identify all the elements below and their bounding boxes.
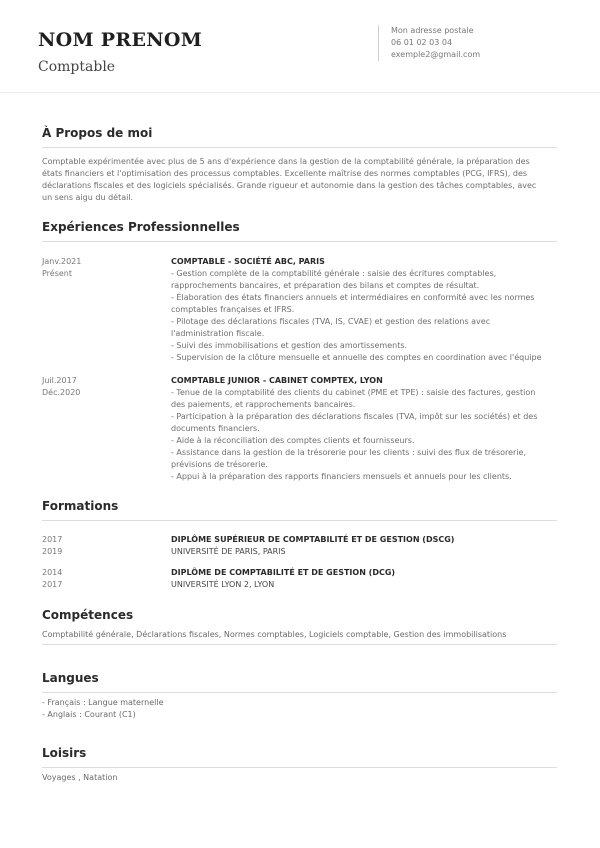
start-date: Janv.2021: [42, 257, 82, 266]
education-section: [42, 498, 557, 591]
experience-line: prévisions de trésorerie.: [171, 460, 268, 469]
experience-entry: [42, 256, 557, 364]
section-divider: [42, 767, 557, 768]
postal-address: Mon adresse postale: [391, 26, 474, 35]
section-divider: [42, 692, 557, 693]
languages-section: [42, 670, 557, 721]
about-heading: À Propos de moi: [42, 126, 153, 140]
skills-text: Comptabilité générale, Déclarations fiscales, Normes comptables, Logiciels comptable, Gestion des immobilisations: [42, 630, 507, 639]
education-heading: Formations: [42, 499, 119, 513]
school-name: UNIVERSITÉ DE PARIS, PARIS: [171, 547, 286, 556]
experience-line: - Assistance dans la gestion de la trésorerie pour les clients : suivi des flux de trésorerie,: [171, 448, 527, 457]
education-body: [171, 567, 551, 591]
school-name: UNIVERSITÉ LYON 2, LYON: [171, 580, 275, 589]
experience-entry: [42, 375, 557, 483]
experience-body: [171, 375, 551, 483]
experience-line: documents financiers.: [171, 424, 260, 433]
experience-line: - Appui à la préparation des rapports financiers mensuels et annuels pour les clients.: [171, 472, 512, 481]
email-address[interactable]: exemple2@gmail.com: [391, 50, 481, 59]
job-title: Comptable: [38, 59, 116, 75]
about-line: Comptable expérimentée avec plus de 5 ans d'expérience dans la gestion de la comptabilité générale, la préparation des: [42, 157, 530, 166]
skills-section: [42, 607, 557, 645]
experience-dates: [42, 375, 171, 483]
experience-dates: [42, 256, 171, 364]
experience-line: - Gestion complète de la comptabilité générale : saisie des écritures comptables,: [171, 269, 497, 278]
experience-section: [42, 219, 557, 483]
education-body: [171, 534, 551, 558]
resume-header: [38, 28, 568, 78]
skills-heading: Compétences: [42, 608, 134, 622]
contact-block: [378, 25, 480, 61]
phone-number: 06 01 02 03 04: [391, 38, 453, 47]
end-year: 2017: [42, 580, 63, 589]
experience-line: rapprochements bancaires, et préparation des bilans et comptes de résultat.: [171, 281, 480, 290]
experience-line: - Aide à la réconciliation des comptes clients et fournisseurs.: [171, 436, 415, 445]
degree-title: DIPLÔME SUPÉRIEUR DE COMPTABILITÉ ET DE GESTION (DSCG): [171, 535, 455, 544]
header-divider: [0, 92, 600, 93]
experience-line: - Suivi des immobilisations et gestion des amortissements.: [171, 341, 408, 350]
hobbies-text: Voyages , Natation: [42, 773, 118, 782]
about-line: déclarations fiscales et des logiciels spécialisés. Grande rigueur et autonomie dans la gestion des tâches comptables, avec: [42, 181, 537, 190]
start-date: Juil.2017: [42, 376, 77, 385]
candidate-name: NOM PRENOM: [38, 29, 203, 51]
section-divider: [42, 520, 557, 521]
languages-list: [42, 697, 557, 721]
experience-heading: Expériences Professionnelles: [42, 220, 240, 234]
experience-line: l'administration fiscale.: [171, 329, 265, 338]
about-line: états financiers et l'optimisation des processus comptables. Excellente maîtrise des normes comptables (PCG, IFRS), des: [42, 169, 528, 178]
section-divider: [42, 644, 557, 645]
degree-title: DIPLÔME DE COMPTABILITÉ ET DE GESTION (DCG): [171, 568, 396, 577]
section-divider: [42, 147, 557, 148]
experience-line: - Tenue de la comptabilité des clients du cabinet (PME et TPE) : saisie des factures, gestion: [171, 388, 536, 397]
languages-heading: Langues: [42, 671, 99, 685]
hobbies-heading: Loisirs: [42, 746, 87, 760]
language-item: - Français : Langue maternelle: [42, 698, 164, 707]
education-dates: [42, 567, 171, 591]
end-date: Déc.2020: [42, 388, 81, 397]
hobbies-section: [42, 745, 557, 784]
end-year: 2019: [42, 547, 63, 556]
experience-line: - Participation à la préparation des déclarations fiscales (TVA, impôt sur les sociétés) et des: [171, 412, 538, 421]
education-entry: [42, 534, 557, 558]
start-year: 2014: [42, 568, 63, 577]
experience-title: COMPTABLE JUNIOR - CABINET COMPTEX, LYON: [171, 376, 383, 385]
education-entry: [42, 567, 557, 591]
experience-body: [171, 256, 551, 364]
about-line: un sens aigu du détail.: [42, 193, 134, 202]
language-item: - Anglais : Courant (C1): [42, 710, 136, 719]
end-date: Présent: [42, 269, 73, 278]
experience-line: - Supervision de la clôture mensuelle et annuelle des comptes en coordination avec l'équipe: [171, 353, 542, 362]
experience-line: des paiements, et rapprochements bancaires.: [171, 400, 356, 409]
about-text: [42, 156, 557, 204]
education-dates: [42, 534, 171, 558]
experience-line: - Élaboration des états financiers annuels et intermédiaires en conformité avec les normes: [171, 293, 535, 302]
experience-title: COMPTABLE - SOCIÉTÉ ABC, PARIS: [171, 257, 325, 266]
section-divider: [42, 241, 557, 242]
experience-line: - Pilotage des déclarations fiscales (TVA, IS, CVAE) et gestion des relations avec: [171, 317, 491, 326]
about-section: [42, 125, 557, 204]
start-year: 2017: [42, 535, 63, 544]
experience-line: comptables françaises et IFRS.: [171, 305, 295, 314]
